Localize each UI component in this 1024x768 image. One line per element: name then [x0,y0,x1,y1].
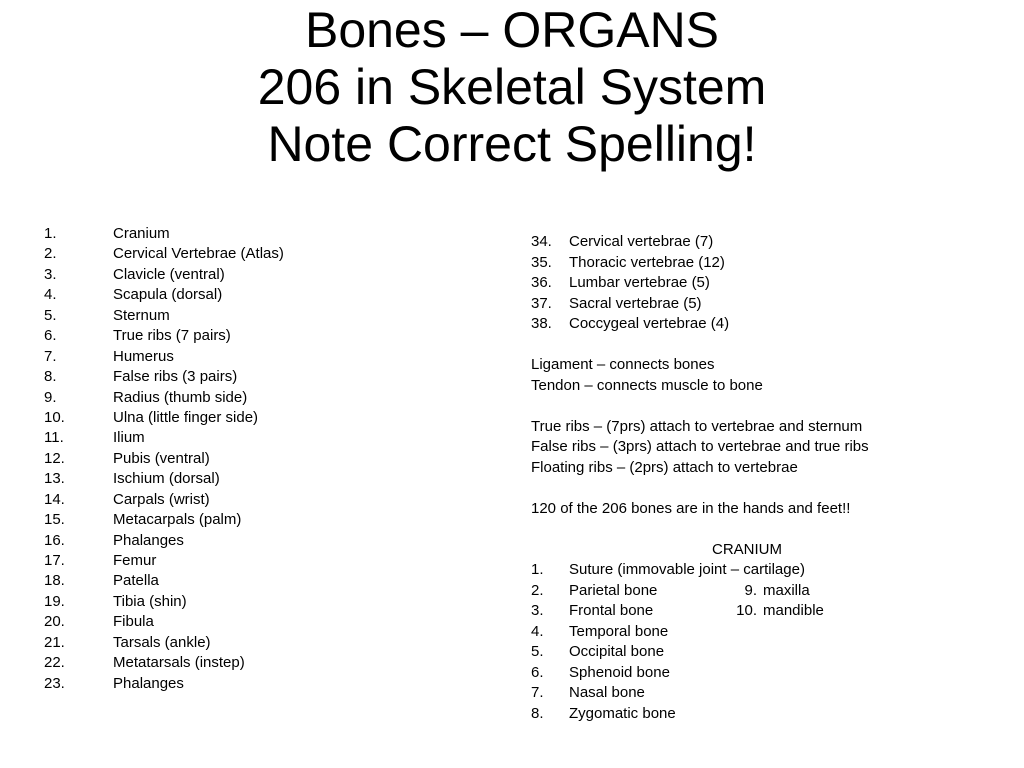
list-item-label: True ribs (7 pairs) [113,327,231,345]
hands-feet-fact: 120 of the 206 bones are in the hands and feet!! [531,499,851,517]
list-item [531,581,981,602]
vertebrae-list [531,232,981,335]
list-item-number: 37. [531,294,552,312]
ligament-definition: Ligament – connects bones [531,356,715,373]
list-item [44,674,504,694]
list-item-label: Sternum [113,306,170,324]
list-item-number: 7. [531,684,544,701]
list-item-number: 22. [44,654,65,672]
title-line-2: 206 in Skeletal System [257,59,767,115]
list-item-number: 10. [44,408,65,426]
list-item-label: Metatarsals (instep) [113,654,245,672]
list-item [44,510,504,530]
list-item [44,633,504,653]
list-item-label: Tibia (shin) [113,592,187,610]
list-item-label: Parietal bone [569,581,658,599]
spacer [531,396,981,417]
cranium-heading: CRANIUM [712,540,782,558]
list-item-number: 35. [531,253,552,271]
cranium-list [531,560,981,724]
list-item-number: 36. [531,274,552,291]
list-item-number: 6. [531,663,544,681]
title-line-3: Note Correct Spelling! [267,116,757,172]
list-item-number: 7. [44,347,57,365]
list-item-label: Nasal bone [569,684,645,701]
list-item [531,273,981,294]
list-item [44,265,504,285]
list-item-label: Coccygeal vertebrae (4) [569,315,730,332]
list-item-number: 14. [44,490,65,508]
spacer [531,335,981,356]
list-item [44,612,504,632]
list-item-number: 10. [736,602,757,619]
list-item [44,347,504,367]
list-item-number: 1. [531,561,544,578]
list-item [44,224,504,244]
list-item [531,560,981,581]
list-item-number: 4. [531,622,544,640]
list-item [531,663,981,684]
title-line-1: Bones – ORGANS [304,2,720,58]
list-item [531,232,981,253]
list-item-number: 8. [531,704,544,722]
list-item [44,428,504,448]
list-item-number: 2. [44,245,57,263]
list-item-number: 5. [531,643,544,660]
list-item-label: Ischium (dorsal) [113,470,220,488]
list-item [44,653,504,673]
list-item [531,601,981,622]
list-item [44,449,504,469]
list-item-label: Carpals (wrist) [113,490,210,508]
list-item-label: Ilium [113,429,145,447]
false-ribs-note: False ribs – (3prs) attach to vertebrae and true ribs [531,438,869,455]
list-item-number: 6. [44,327,57,345]
list-item-label: Lumbar vertebrae (5) [569,274,710,291]
list-item [531,683,981,704]
list-item-label: Tarsals (ankle) [113,633,211,651]
list-item-number: 23. [44,674,65,692]
page-title [0,2,1024,173]
list-item [44,469,504,489]
list-item-label: Patella [113,572,159,590]
list-item-label: maxilla [763,581,810,599]
list-item-number: 17. [44,552,65,569]
list-item-number: 34. [531,233,552,250]
list-item [44,306,504,326]
list-item-label: Scapula (dorsal) [113,286,223,304]
floating-ribs-note: Floating ribs – (2prs) attach to vertebrae [531,458,798,476]
list-item [44,592,504,612]
spacer [531,478,981,499]
list-item-label: Cervical vertebrae (7) [569,233,714,250]
list-item-label: Zygomatic bone [569,704,676,722]
list-item-number: 9. [44,388,57,406]
list-item-number: 20. [44,613,65,631]
list-item [44,571,504,591]
right-column [531,232,981,724]
list-item-label: Phalanges [113,531,184,549]
list-item-number: 9. [744,581,757,599]
list-item [531,704,981,725]
list-item [531,314,981,335]
list-item-label: Suture (immovable joint – cartilage) [569,561,805,578]
list-item [44,531,504,551]
list-item-label: Occipital bone [569,643,665,660]
list-item-number: 11. [44,429,64,447]
list-item-label: Cervical Vertebrae (Atlas) [113,245,284,263]
list-item-label: Fibula [113,613,154,631]
list-item-number: 5. [44,306,57,324]
list-item [44,490,504,510]
list-item-number: 19. [44,592,65,610]
list-item [44,408,504,428]
list-item [44,285,504,305]
list-item-number: 38. [531,315,552,332]
list-item-number: 8. [44,368,57,386]
list-item-number: 2. [531,581,544,599]
spacer [531,519,981,540]
list-item-label: Clavicle (ventral) [113,265,225,283]
list-item-number: 18. [44,572,65,590]
list-item [44,244,504,264]
tendon-definition: Tendon – connects muscle to bone [531,376,763,394]
list-item [531,622,981,643]
list-item-label: Temporal bone [569,622,669,640]
list-item [531,253,981,274]
list-item-number: 4. [44,286,57,304]
list-item-label: Sacral vertebrae (5) [569,294,702,312]
list-item-label: Humerus [113,347,174,365]
list-item-number: 12. [44,449,65,467]
list-item-number: 16. [44,531,65,549]
list-item [531,642,981,663]
list-item-label: Phalanges [113,674,184,692]
list-item-label: Radius (thumb side) [113,388,248,406]
list-item [44,326,504,346]
list-item-label: False ribs (3 pairs) [113,368,238,386]
list-item-label: Metacarpals (palm) [113,511,242,529]
list-item-label: Pubis (ventral) [113,449,210,467]
list-item-label: Sphenoid bone [569,663,670,681]
list-item-number: 13. [44,470,65,488]
list-item-number: 1. [44,225,57,242]
list-item-label: Frontal bone [569,602,654,619]
list-item-label: Cranium [113,225,170,242]
bone-list [44,224,504,694]
list-item-number: 15. [44,511,65,529]
list-item-label: Ulna (little finger side) [113,408,259,426]
list-item-label: Thoracic vertebrae (12) [569,253,725,271]
list-item-label: mandible [763,602,824,619]
list-item-number: 3. [44,265,57,283]
list-item [44,551,504,571]
list-item-label: Femur [113,552,157,569]
list-item [44,388,504,408]
true-ribs-note: True ribs – (7prs) attach to vertebrae and sternum [531,417,863,435]
list-item-number: 3. [531,602,544,619]
list-item [44,367,504,387]
list-item-number: 21. [44,633,65,651]
list-item [531,294,981,315]
